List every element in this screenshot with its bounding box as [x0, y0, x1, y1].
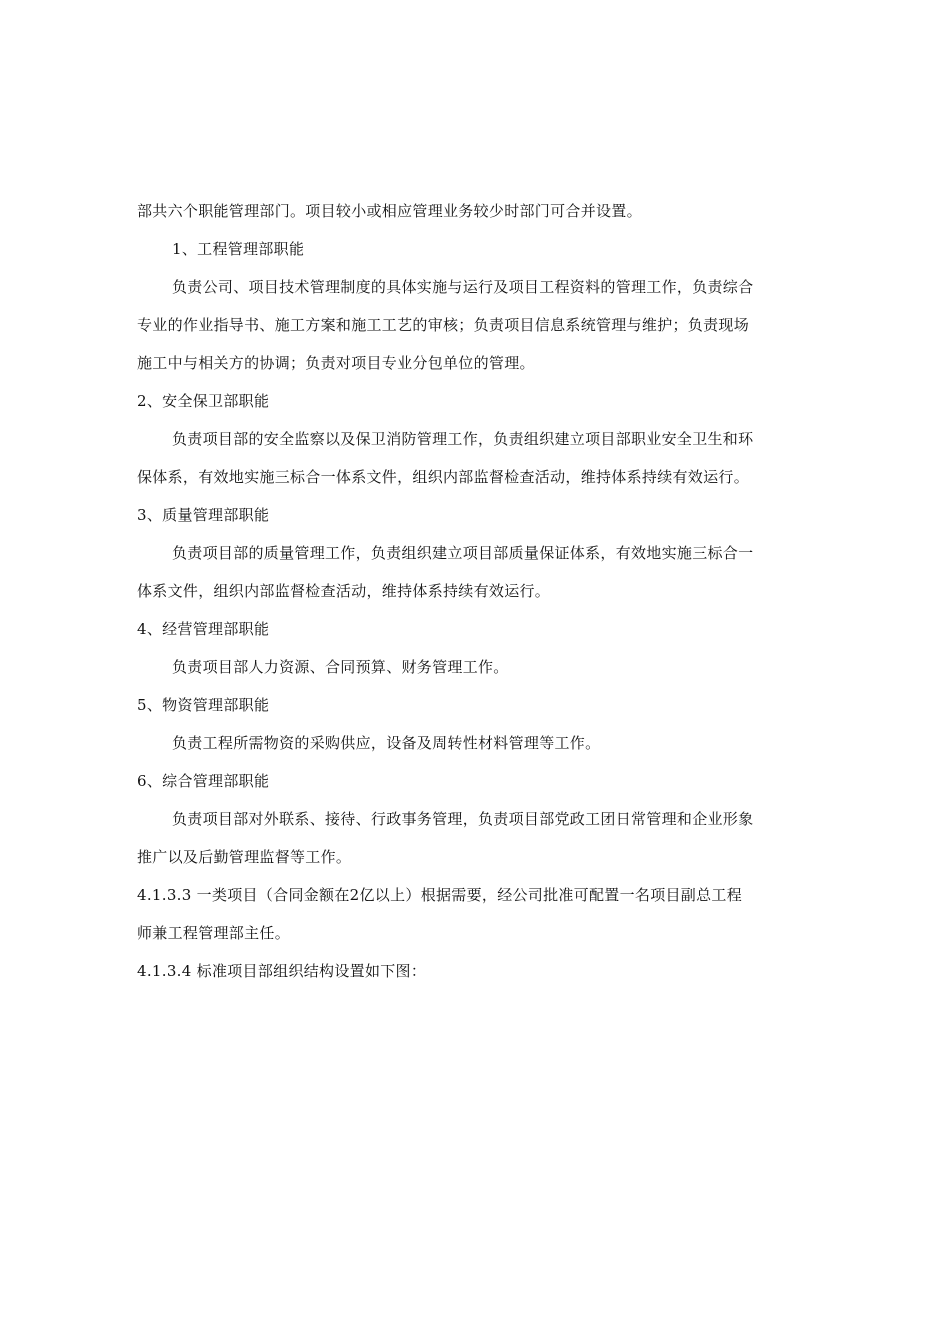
section-heading: 6、综合管理部职能 — [137, 772, 270, 790]
section-heading: 2、安全保卫部职能 — [137, 392, 270, 410]
text-line: 师兼工程管理部主任。 — [137, 924, 291, 942]
section-heading: 3、质量管理部职能 — [137, 506, 270, 524]
section-heading: 4、经营管理部职能 — [137, 620, 270, 638]
text-line: 负责项目部的质量管理工作，负责组织建立项目部质量保证体系，有效地实施三标合一 — [172, 544, 754, 562]
text-line: 负责项目部人力资源、合同预算、财务管理工作。 — [172, 658, 509, 676]
text-line: 4.1.3.4 标准项目部组织结构设置如下图： — [137, 962, 427, 980]
document-body — [137, 192, 817, 990]
text-line: 负责公司、项目技术管理制度的具体实施与运行及项目工程资料的管理工作，负责综合 — [172, 278, 754, 296]
text-line: 部共六个职能管理部门。项目较小或相应管理业务较少时部门可合并设置。 — [137, 202, 642, 220]
section-heading: 1、工程管理部职能 — [172, 240, 305, 258]
text-line: 施工中与相关方的协调；负责对项目专业分包单位的管理。 — [137, 354, 535, 372]
text-line: 负责工程所需物资的采购供应，设备及周转性材料管理等工作。 — [172, 734, 601, 752]
text-line: 专业的作业指导书、施工方案和施工工艺的审核；负责项目信息系统管理与维护；负责现场 — [137, 316, 750, 334]
text-line: 4.1.3.3 一类项目（合同金额在2亿以上）根据需要，经公司批准可配置一名项目副总工程 — [137, 886, 742, 904]
text-line: 推广以及后勤管理监督等工作。 — [137, 848, 352, 866]
text-line: 保体系，有效地实施三标合一体系文件，组织内部监督检查活动，维持体系持续有效运行。 — [137, 468, 750, 486]
text-line: 体系文件，组织内部监督检查活动，维持体系持续有效运行。 — [137, 582, 551, 600]
text-line: 负责项目部的安全监察以及保卫消防管理工作，负责组织建立项目部职业安全卫生和环 — [172, 430, 754, 448]
text-line: 负责项目部对外联系、接待、行政事务管理，负责项目部党政工团日常管理和企业形象 — [172, 810, 754, 828]
section-heading: 5、物资管理部职能 — [137, 696, 270, 714]
